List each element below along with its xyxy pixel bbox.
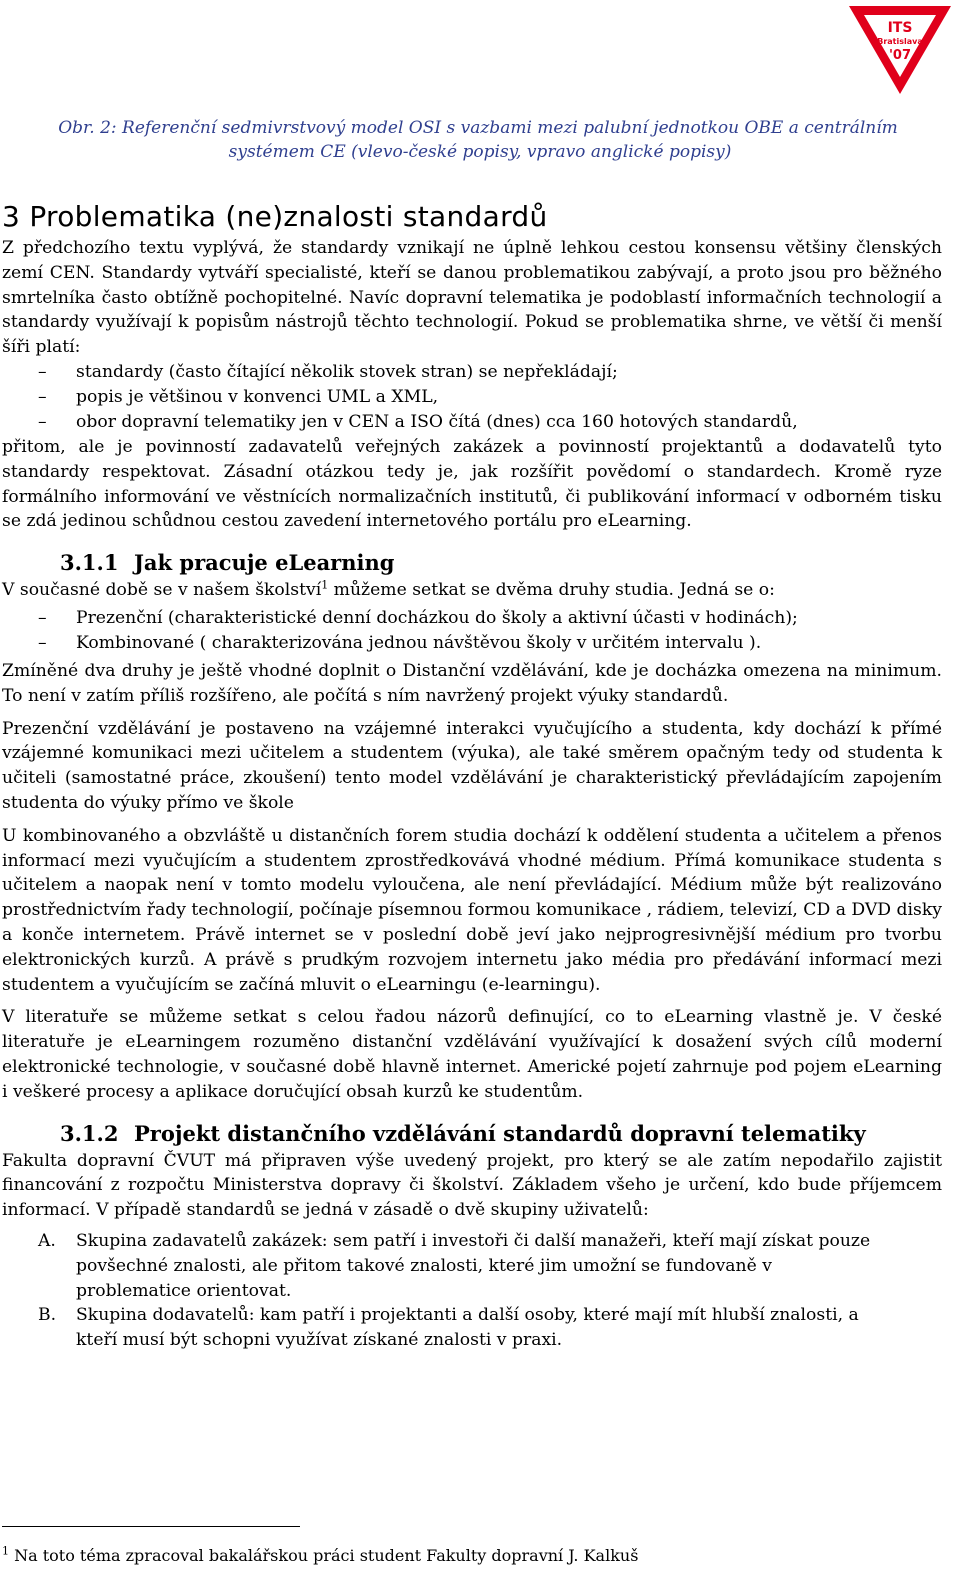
list-item-text: standardy (často čítající několik stovek stran) se nepřekládají; — [76, 361, 618, 382]
bullet-dash: – — [38, 411, 47, 432]
elearning-paragraph-3: U kombinovaného a obzvláště u distančních forem studia dochází k oddělení studenta a učitelem a přenos informací mezi vyučujícím a studentem zprostředkovává vhodné médium. Přímá komunikace studenta s učitelem a naopak není v tomto modelu vyloučena, ale není převládající. Médium může být realizováno prostřednictvím řady technologií, počínaje písemnou formou komunikace , rádiem, televizí, CD a DVD disky a konče internetem. Právě internet se v poslední době jeví jako nejprogresivnější médium pro tvorbu elektronických kurzů. A právě s prudkým rozvojem internetu jako média pro předávání informací mezi studentem a vyučujícím se začíná mluvit o eLearningu (e-learningu). — [2, 825, 942, 995]
subsection-title: Projekt distančního vzdělávání standardů dopravní telematiky — [134, 1120, 866, 1146]
list-item-text: popis je většinou v konvenci UML a XML, — [76, 386, 439, 407]
list-item — [2, 1229, 942, 1303]
list-item — [2, 410, 942, 435]
section-number: 3 — [2, 200, 21, 233]
intro-text-continued: můžeme setkat se dvěma druhy studia. Jedná se o: — [328, 580, 775, 601]
elearning-paragraph-2: Prezenční vzdělávání je postaveno na vzájemné interakci vyučujícího a studenta, kdy dochází k přímé vzájemné komunikaci mezi učitelem a studentem (výuka), ale také směrem opačným tedy od studenta k učiteli (samostatné práce, zkoušení) tento model vzdělávání je charakteristický převládajícím zapojením studenta do výuky přímo ve škole — [2, 718, 942, 813]
main-content — [2, 198, 942, 1353]
section-paragraph-2: přitom, ale je povinností zadavatelů veřejných zakázek a povinností projektantů a dodavatelů tyto standardy respektovat. Zásadní otázkou tedy je, jak rozšířit povědomí o standardech. Kromě ryze formálního informování ve věstnících normalizačních institutů, či publikování informací v odborném tisku se zdá jedinou schůdnou cestou zavedení internetového portálu pro eLearning. — [2, 436, 942, 532]
list-marker: B. — [38, 1305, 57, 1326]
caption-line-2: systémem CE (vlevo-české popisy, vpravo anglické popisy) — [228, 142, 732, 162]
elearning-paragraph-1: Zmíněné dva druhy je ještě vhodné doplnit o Distanční vzdělávání, kde je docházka omezena na minimum. To není v zatím příliš rozšířeno, ale počítá s ním navržený projekt výuky standardů. — [2, 660, 942, 706]
bullet-dash: – — [38, 386, 47, 407]
list-marker: A. — [38, 1230, 56, 1251]
list-item-text: obor dopravní telematiky jen v CEN a ISO čítá (dnes) cca 160 hotových standardů, — [76, 411, 798, 432]
logo-year: '07 — [888, 48, 912, 63]
list-item-text: Kombinované ( charakterizována jednou návštěvou školy v určitém intervalu ). — [76, 632, 762, 653]
project-paragraph-1: Fakulta dopravní ČVUT má připraven výše uvedený projekt, pro který se ale zatím nepodařilo zajistit financování z rozpočtu Ministerstva dopravy či školství. Základem všeho je určení, kdo bude příjemcem informací. V případě standardů se jedná v zásadě o dvě skupiny uživatelů: — [2, 1150, 942, 1221]
list-item — [2, 1303, 942, 1353]
list-item — [2, 631, 942, 656]
section-title: Problematika (ne)znalosti standardů — [29, 200, 548, 233]
user-groups-list — [2, 1229, 942, 1353]
elearning-paragraph-4: V literatuře se můžeme setkat s celou řadou názorů definující, co to eLearning vlastně je. V české literatuře je eLearningem rozuměno distanční vzdělávání využívající k dosažení svých cílů moderní elektronické technologie, v současné době hlavně internet. Americké pojetí zahrnuje pod pojem eLearning i veškeré procesy a aplikace doručující obsah kurzů ke studentům. — [2, 1007, 942, 1102]
logo-triangle-icon — [846, 2, 954, 98]
bullet-dash: – — [38, 361, 47, 382]
bullet-dash: – — [38, 632, 47, 653]
subsection-title: Jak pracuje eLearning — [134, 550, 395, 576]
bullet-dash: – — [38, 607, 47, 628]
standards-bullet-list — [2, 360, 942, 435]
footnote-mark: 1 — [2, 1544, 9, 1558]
its-bratislava-logo — [846, 2, 954, 98]
logo-name: ITS — [887, 20, 913, 36]
subsection-heading-3-1-1 — [2, 548, 942, 578]
subsection-number: 3.1.2 — [60, 1120, 119, 1146]
list-item — [2, 360, 942, 385]
figure-caption — [0, 116, 960, 164]
footnote-text: Na toto téma zpracoval bakalářskou práci student Fakulty dopravní J. Kalkuš — [9, 1546, 639, 1565]
footnote-separator — [2, 1526, 300, 1527]
intro-text: V současné době se v našem školství — [2, 580, 322, 601]
subsection-heading-3-1-2 — [2, 1119, 942, 1149]
logo-place: Bratislava — [877, 37, 923, 46]
section-paragraph-1: Z předchozího textu vyplývá, že standardy vznikají ne úplně lehkou cestou konsensu většiny členských zemí CEN. Standardy vytváří specialisté, kteří se danou problematikou zabývají, a proto jsou pro běžného smrtelníka často obtížně pochopitelné. Navíc dopravní telematika je podoblastí informačních technologií a standardy využívají k popisům nástrojů těchto technologií. Pokud se problematika shrne, ve větší či menší šíři platí: — [2, 238, 942, 358]
study-types-list — [2, 606, 942, 656]
list-item — [2, 606, 942, 631]
footnote-reference[interactable]: 1 — [321, 578, 329, 592]
elearning-intro — [2, 578, 942, 603]
section-heading — [2, 198, 942, 236]
list-item-text: Skupina dodavatelů: kam patří i projektanti a další osoby, které mají mít hlubší znalosti, a kteří musí být schopni využívat získané znalosti v praxi. — [76, 1305, 859, 1351]
footnote — [2, 1546, 638, 1566]
list-item-text: Prezenční (charakteristické denní docházkou do školy a aktivní účasti v hodinách); — [76, 607, 798, 628]
caption-line-1: Obr. 2: Referenční sedmivrstvový model OSI s vazbami mezi palubní jednotkou OBE a centrálním — [58, 118, 898, 138]
list-item — [2, 385, 942, 410]
subsection-number: 3.1.1 — [60, 550, 119, 576]
list-item-text: Skupina zadavatelů zakázek: sem patří i investoři či další manažeři, kteří mají získat pouze povšechné znalosti, ale přitom takové znalosti, které jim umožní se fundovaně v problematice orientovat. — [76, 1230, 871, 1301]
